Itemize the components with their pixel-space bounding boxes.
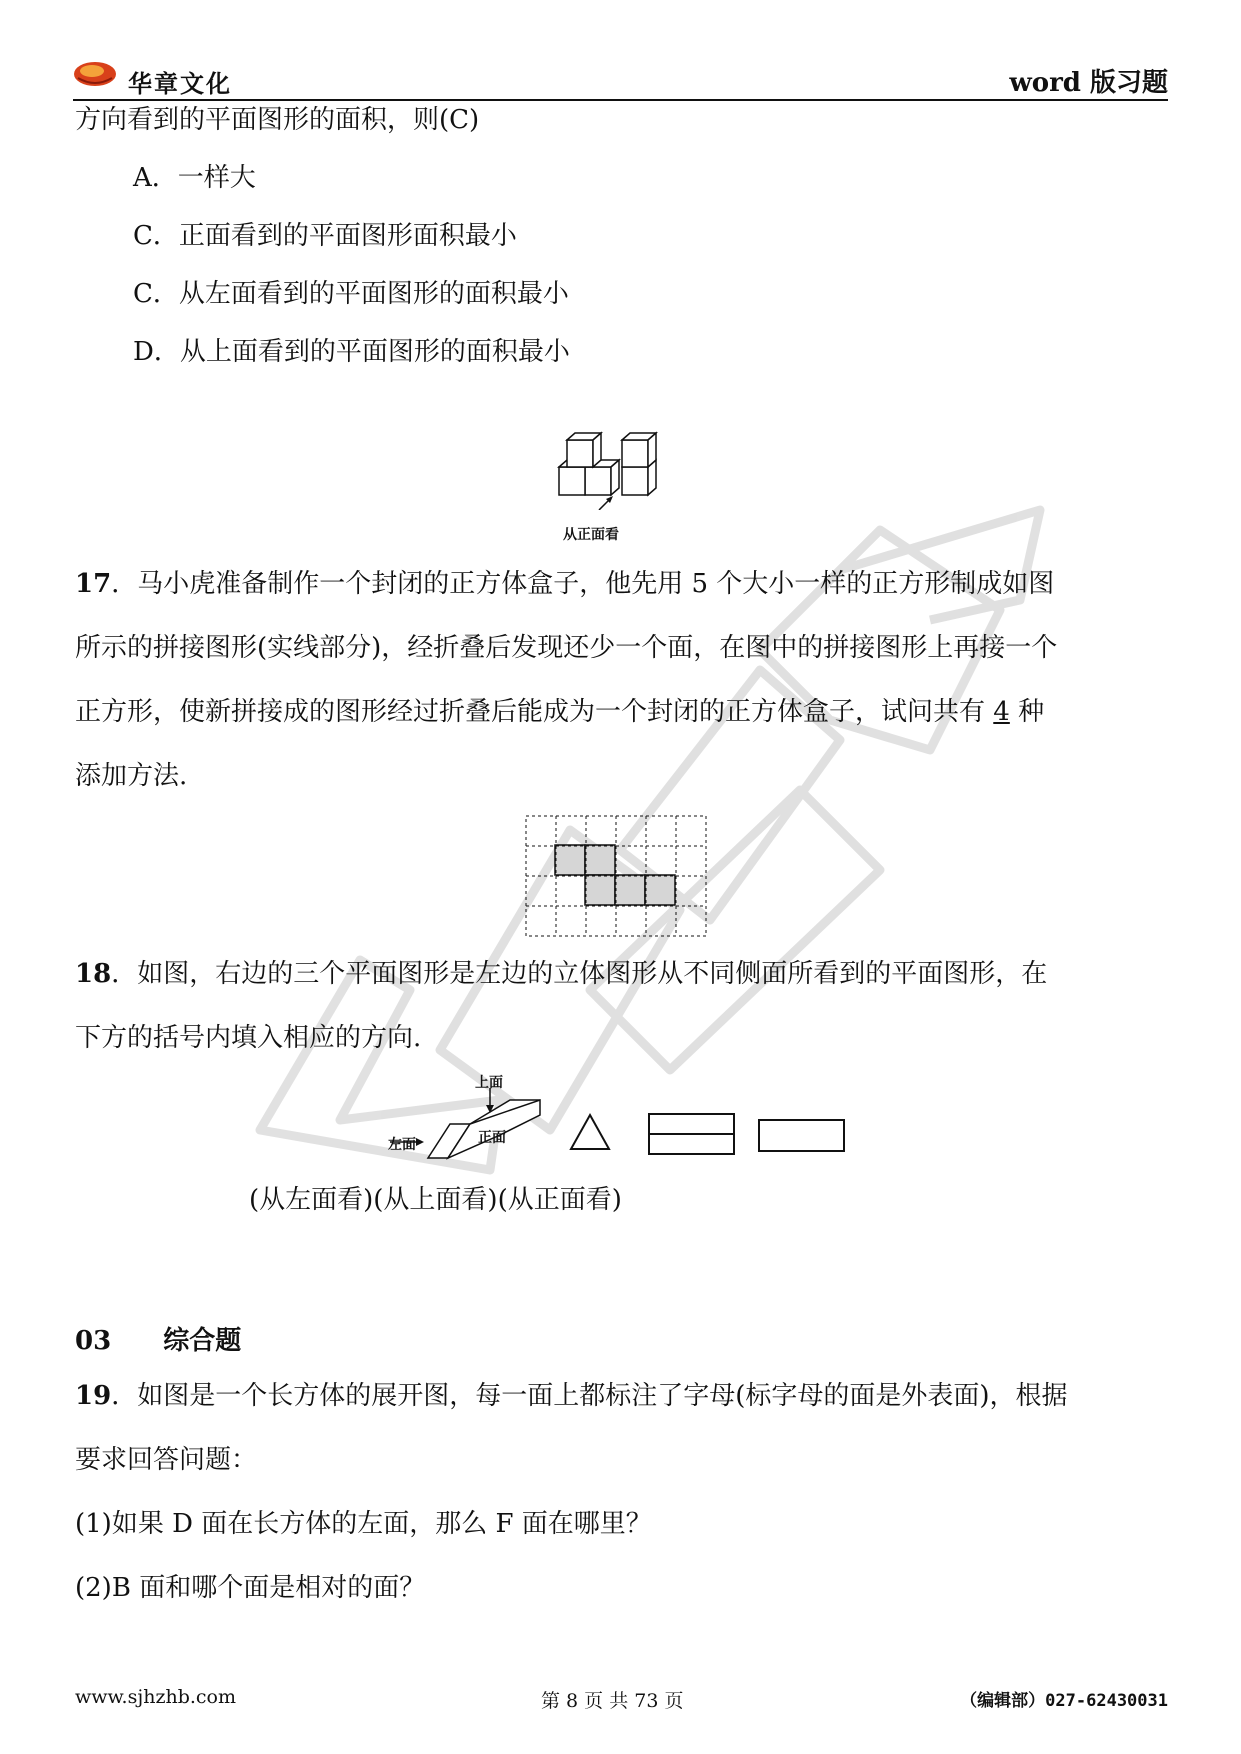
- q19-number: 19: [75, 1381, 112, 1411]
- q17-grid-figure: [525, 815, 707, 937]
- footer-website: www.sjhzhb.com: [75, 1686, 236, 1708]
- q18-label-left: 左面: [388, 1137, 416, 1153]
- q19-sub-2: (2)B 面和哪个面是相对的面？: [75, 1573, 426, 1603]
- q18-answers: (从左面看)(从上面看)(从正面看): [249, 1185, 622, 1215]
- doc-type-label: word 版习题: [1009, 68, 1168, 98]
- q17-answer: 4: [993, 697, 1010, 727]
- q19-line-1: [75, 1378, 1067, 1414]
- q16-option-b: C．正面看到的平面图形面积最小: [133, 221, 517, 251]
- q19-text-1: ．如图是一个长方体的展开图，每一面上都标注了字母(标字母的面是外表面)，根据: [111, 1381, 1068, 1411]
- q18-line-2: 下方的括号内填入相应的方向.: [75, 1023, 422, 1053]
- logo-icon: [72, 58, 118, 88]
- q18-number: 18: [75, 959, 112, 989]
- brand-name: 华章文化: [128, 70, 232, 98]
- q17-number: 17: [75, 569, 112, 599]
- q18-label-front: 正面: [478, 1130, 506, 1146]
- q17-text-3-post: 种: [1018, 697, 1045, 727]
- section-title: 综合题: [163, 1326, 242, 1356]
- q18-view-two-rectangles: [648, 1112, 736, 1156]
- section-number: 03: [75, 1326, 112, 1356]
- q17-text-1: ．马小虎准备制作一个封闭的正方体盒子，他先用 5 个大小一样的正方形制成如图: [111, 569, 1055, 599]
- footer-page-info: 第 8 页 共 73 页: [541, 1690, 684, 1712]
- q17-line-1: [75, 566, 1054, 602]
- q18-line-1: [75, 956, 1047, 992]
- q17-line-3: [75, 694, 1044, 730]
- q16-figure-caption: 从正面看: [563, 527, 619, 543]
- q19-sub-1: (1)如果 D 面在长方体的左面，那么 F 面在哪里？: [75, 1509, 652, 1539]
- q18-label-top: 上面: [475, 1075, 503, 1091]
- q17-line-4: 添加方法.: [75, 761, 188, 791]
- q16-cube-figure: [555, 430, 675, 510]
- q16-option-a: A．一样大: [133, 163, 256, 193]
- section-heading: [75, 1320, 241, 1357]
- q17-text-3: 正方形，使新拼接成的图形经过折叠后能成为一个封闭的正方体盒子，试问共有: [75, 697, 986, 727]
- header-divider: [73, 99, 1168, 101]
- q16-stem-tail: 方向看到的平面图形的面积，则(C): [75, 105, 480, 135]
- q17-line-2: 所示的拼接图形(实线部分)，经折叠后发现还少一个面，在图中的拼接图形上再接一个: [75, 633, 1058, 663]
- q18-view-rectangle: [758, 1118, 846, 1154]
- q18-view-triangle: [568, 1112, 612, 1152]
- q19-line-2: 要求回答问题：: [75, 1445, 258, 1475]
- q18-text-1: ．如图，右边的三个平面图形是左边的立体图形从不同侧面所看到的平面图形，在: [111, 959, 1048, 989]
- q16-option-d: D．从上面看到的平面图形的面积最小: [133, 337, 570, 367]
- q16-option-c: C．从左面看到的平面图形的面积最小: [133, 279, 569, 309]
- footer-contact: （编辑部）027-62430031: [960, 1691, 1168, 1711]
